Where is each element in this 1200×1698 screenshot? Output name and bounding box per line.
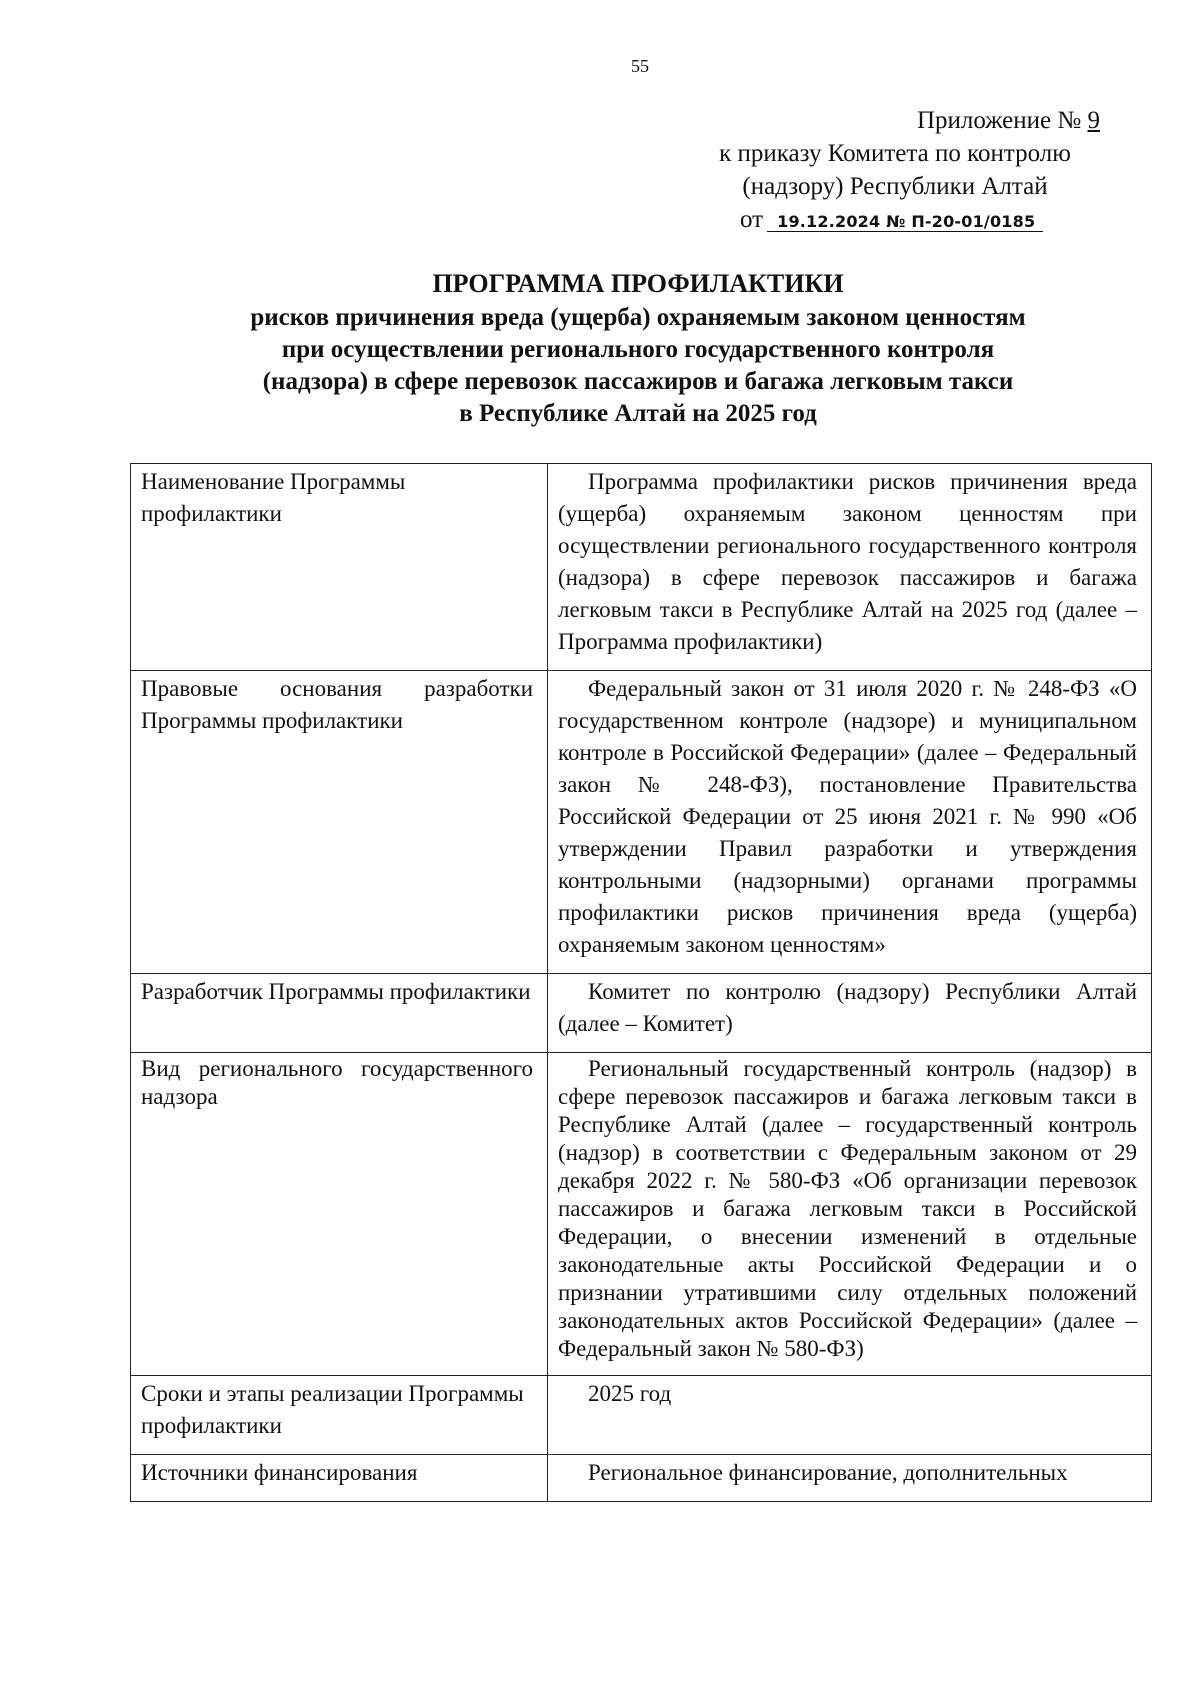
title-subtitle-line-3: (надзора) в сфере перевозок пассажиров и багажа легковым такси — [262, 368, 1014, 395]
annex-label: Приложение № — [916, 107, 1088, 134]
title-subtitle-line-4: в Республике Алтай на 2025 год — [459, 400, 817, 427]
title-subtitle-line-1: рисков причинения вреда (ущерба) охраняемым законом ценностям — [250, 304, 1026, 331]
table-row — [131, 1455, 1152, 1502]
annex-title — [680, 104, 1110, 137]
row-label: Разработчик Программы профилактики — [131, 974, 548, 1053]
table-row — [131, 464, 1152, 671]
row-value: Комитет по контролю (надзору) Республики Алтай (далее – Комитет) — [548, 974, 1152, 1053]
row-label: Сроки и этапы реализации Программы профилактики — [131, 1376, 548, 1455]
document-title — [118, 268, 1158, 430]
row-label: Вид регионального государственного надзора — [131, 1053, 548, 1376]
table-row — [131, 974, 1152, 1053]
annex-number: 9 — [1087, 107, 1100, 134]
annex-order-ref-line — [680, 203, 1110, 238]
title-subtitle-line-2: при осуществлении регионального государственного контроля — [281, 336, 995, 363]
title-main: ПРОГРАММА ПРОФИЛАКТИКИ — [432, 269, 844, 298]
row-value: 2025 год — [548, 1376, 1152, 1455]
table-row — [131, 1053, 1152, 1376]
annex-committee-line: (надзору) Республики Алтай — [742, 173, 1048, 200]
table-row — [131, 671, 1152, 974]
row-label: Источники финансирования — [131, 1455, 548, 1502]
annex-from-label: от — [740, 206, 764, 233]
page-number: 55 — [631, 56, 649, 76]
program-passport-table — [130, 463, 1152, 1502]
row-value: Федеральный закон от 31 июля 2020 г. № 248-ФЗ «О государственном контроле (надзоре) и муниципальном контроле в Российской Федерации» (далее – Федеральный закон № 248-ФЗ), постановление Правительства Российской Федерации от 25 июня 2021 г. № 990 «Об утверждении Правил разработки и утверждения контрольными (надзорными) органами программы профилактики рисков причинения вреда (ущерба) охраняемым законом ценностям» — [548, 671, 1152, 974]
row-label: Наименование Программы профилактики — [131, 464, 548, 671]
table-row — [131, 1376, 1152, 1455]
row-label: Правовые основания разработки Программы профилактики — [131, 671, 548, 974]
row-value: Программа профилактики рисков причинения вреда (ущерба) охраняемым законом ценностям при осуществлении регионального государственного контроля (надзора) в сфере перевозок пассажиров и багажа легковым такси в Республике Алтай на 2025 год (далее – Программа профилактики) — [548, 464, 1152, 671]
annex-header — [680, 104, 1110, 238]
annex-order-line: к приказу Комитета по контролю — [719, 140, 1071, 167]
row-value: Региональное финансирование, дополнительных — [548, 1455, 1152, 1502]
order-reference-field: 19.12.2024 № П-20-01/0185 — [767, 212, 1043, 232]
row-value: Региональный государственный контроль (надзор) в сфере перевозок пассажиров и багажа легковым такси в Республике Алтай (далее – государственный контроль (надзор) в соответствии с Федеральным законом от 29 декабря 2022 г. № 580-ФЗ «Об организации перевозок пассажиров и багажа легковым такси в Российской Федерации, о внесении изменений в отдельные законодательные акты Российской Федерации и о признании утратившими силу отдельных положений законодательных актов Российской Федерации» (далее – Федеральный закон № 580-ФЗ) — [548, 1053, 1152, 1376]
